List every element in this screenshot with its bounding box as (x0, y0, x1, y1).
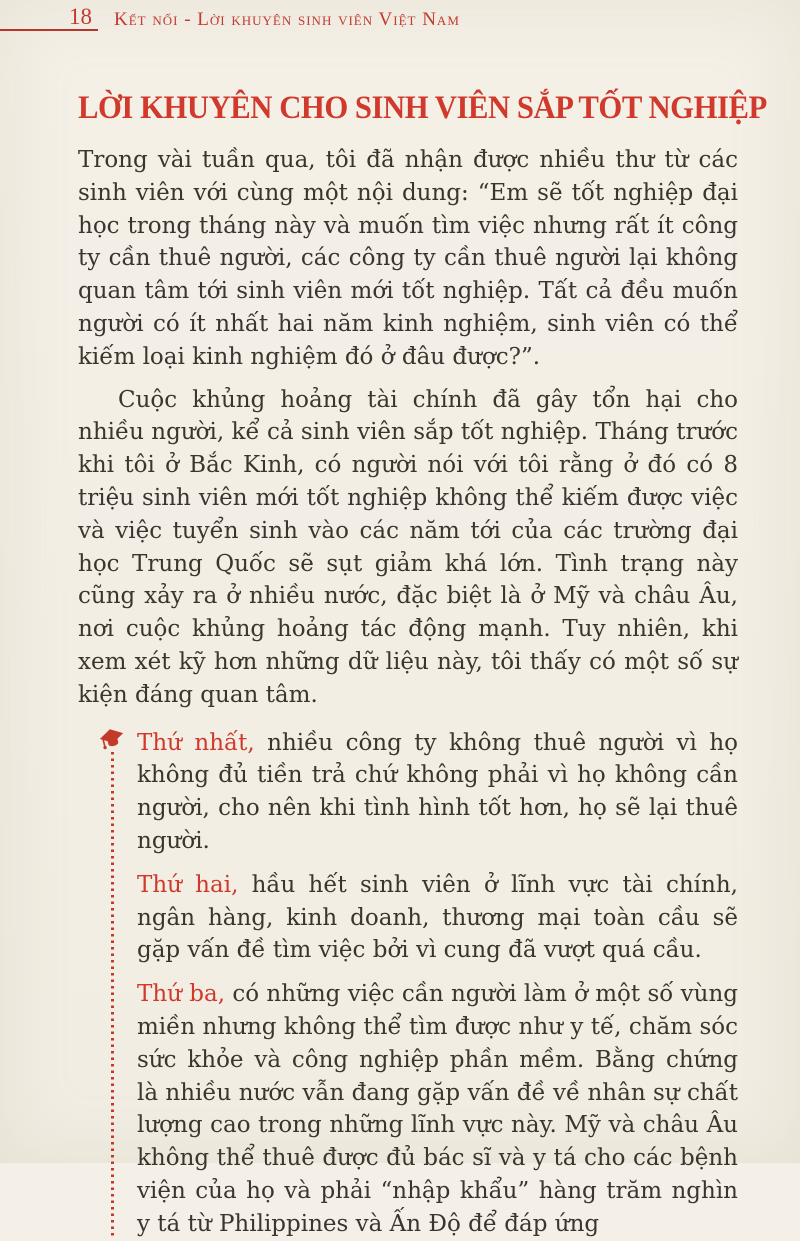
dotted-timeline (111, 752, 114, 1238)
bullet-lead: Thứ hai, (137, 871, 239, 898)
bullet-lead: Thứ ba, (137, 981, 226, 1008)
paragraph-intro: Trong vài tuần qua, tôi đã nhận được nhiều thư từ các sinh viên với cùng một nội dung: “Em sẽ tốt nghiệp đại học trong tháng này và muốn tìm việc nhưng rất ít công ty cần thuê người, các công ty cần thuê người lại không quan tâm tới sinh viên mới tốt nghiệp. Tất cả đều muốn người có ít nhất hai năm kinh nghiệm, sinh viên có thể kiếm loại kinh nghiệm đó ở đâu được?”. (78, 147, 738, 370)
article (78, 90, 767, 1241)
bullet-item-third (137, 978, 738, 1240)
bullet-list (78, 727, 738, 1241)
page-number: 18 (69, 4, 92, 29)
bullet-text: nhiều công ty không thuê người vì họ không đủ tiền trả chứ không phải vì họ không cần người, cho nên khi tình hình tốt hơn, họ sẽ lại thuê người. (137, 729, 738, 854)
article-title: LỜI KHUYÊN CHO SINH VIÊN SẮP TỐT NGHIỆP (78, 90, 767, 126)
page-header (0, 0, 800, 60)
graduation-cap-icon (99, 728, 125, 750)
bullet-item-second (137, 869, 738, 967)
running-title: Kết nối - Lời khuyên sinh viên Việt Nam (114, 9, 460, 30)
bullet-item-first (137, 727, 738, 858)
bullet-text: hầu hết sinh viên ở lĩnh vực tài chính, ngân hàng, kinh doanh, thương mại toàn cầu sẽ gặp vấn đề tìm việc bởi vì cung đã vượt quá cầu. (137, 871, 738, 964)
paragraph-crisis: Cuộc khủng hoảng tài chính đã gây tổn hại cho nhiều người, kể cả sinh viên sắp tốt nghiệp. Tháng trước khi tôi ở Bắc Kinh, có người nói với tôi rằng ở đó có 8 triệu sinh viên mới tốt nghiệp không thể kiếm được việc và việc tuyển sinh vào các năm tới của các trường đại học Trung Quốc sẽ sụt giảm khá lớn. Tình trạng này cũng xảy ra ở nhiều nước, đặc biệt là ở Mỹ và châu Âu, nơi cuộc khủng hoảng tác động mạnh. Tuy nhiên, khi xem xét kỹ hơn những dữ liệu này, tôi thấy có một số sự kiện đáng quan tâm. (78, 386, 738, 708)
bullet-lead: Thứ nhất, (137, 729, 255, 756)
bullet-text: có những việc cần người làm ở một số vùng miền nhưng không thể tìm được như y tế, chăm sóc sức khỏe và công nghiệp phần mềm. Bằng chứng là nhiều nước vẫn đang gặp vấn đề về nhân sự chất lượng cao trong những lĩnh vực này. Mỹ và châu Âu không thể thuê được đủ bác sĩ và y tá cho các bệnh viện của họ và phải “nhập khẩu” hàng trăm nghìn y tá từ Philippines và Ấn Độ để đáp ứng (137, 981, 739, 1237)
